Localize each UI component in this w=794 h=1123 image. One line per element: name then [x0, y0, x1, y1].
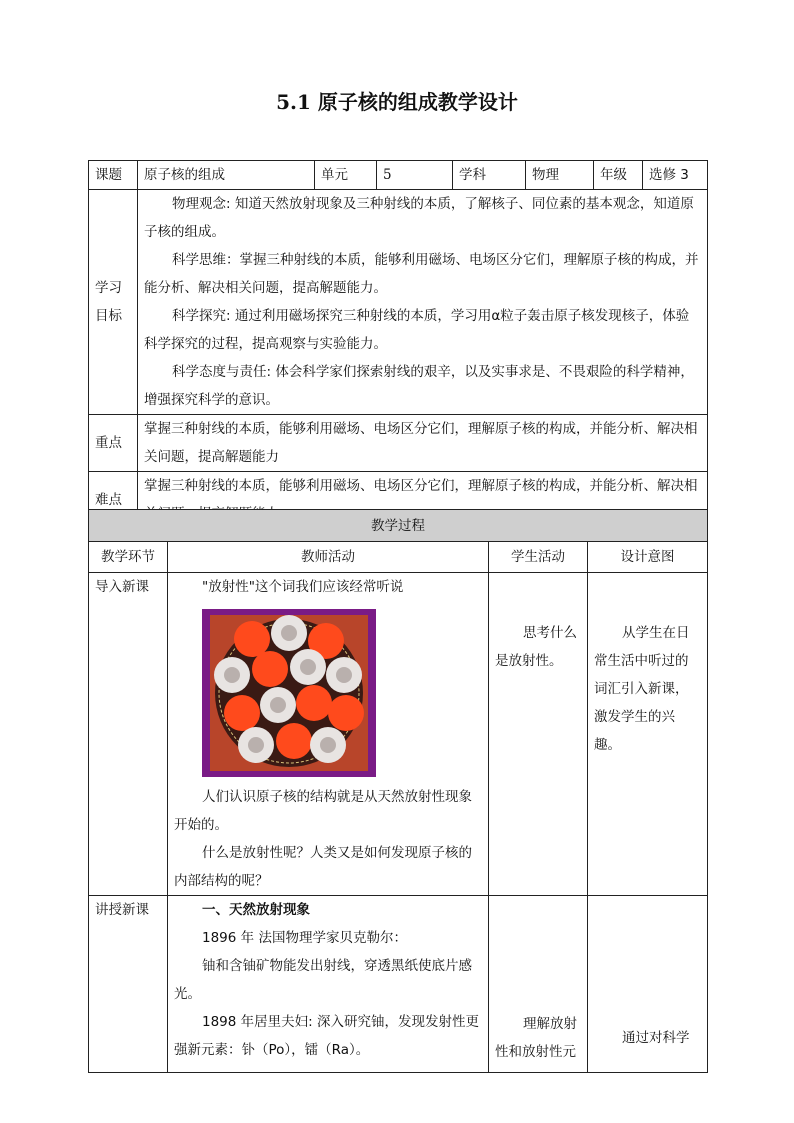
lesson-line: 1898 年居里夫妇: 深入研究铀，发现发射性更强新元素：钋（Po），镭（Ra）。 — [174, 1014, 479, 1058]
lesson-info-table — [88, 160, 708, 529]
new-lesson-design-intent: 通过对科学 — [588, 896, 708, 1073]
new-lesson-teacher-activity — [168, 896, 489, 1073]
column-header: 教学环节 — [89, 542, 168, 573]
objectives-label: 学习 目标 — [89, 190, 138, 415]
lesson-line: 1896 年 法国物理学家贝克勒尔： — [202, 930, 407, 946]
column-header: 设计意图 — [588, 542, 708, 573]
difficult-points-text: 掌握三种射线的本质，能够利用磁场、电场区分它们，理解原子核的构成，并能分析、解决相 — [138, 472, 708, 529]
objective-item: 科学探究: 通过利用磁场探究三种射线的本质，学习用α粒子轰击原子核发现核子，体验科学探究的过程，提高观察与实验能力。 — [144, 308, 690, 352]
column-header: 教师活动 — [168, 542, 489, 573]
new-lesson-stage: 讲授新课 — [89, 896, 168, 1073]
new-lesson-student-activity: 理解放射性和放射性元 — [489, 896, 588, 1073]
intro-stage: 导入新课 — [89, 573, 168, 896]
intro-paragraph: 人们认识原子核的结构就是从天然放射性现象开始的。 — [174, 789, 472, 833]
teaching-process-table — [88, 509, 708, 1073]
difficult-points-label: 难点 — [89, 472, 138, 529]
objectives-content — [138, 190, 708, 415]
unit-label: 单元 — [315, 161, 377, 190]
topic-label: 课题 — [89, 161, 138, 190]
grade-label: 年级 — [594, 161, 643, 190]
objective-item: 科学思维：掌握三种射线的本质，能够利用磁场、电场区分它们，理解原子核的构成，并能分析、解决相关问题，提高解题能力。 — [144, 252, 699, 296]
unit-value: 5 — [377, 161, 453, 190]
radioactive-discs-image — [202, 609, 376, 777]
intro-paragraph: 什么是放射性呢？人类又是如何发现原子核的内部结构的呢？ — [174, 845, 472, 889]
intro-design-intent: 从学生在日常生活中听过的词汇引入新课，激发学生的兴趣。 — [588, 573, 708, 896]
intro-student-activity: 思考什么是放射性。 — [489, 573, 588, 896]
key-points-text: 掌握三种射线的本质，能够利用磁场、电场区分它们，理解原子核的构成，并能分析、解决相关问题，提高解题能力 — [138, 415, 708, 472]
section-heading: 一、天然放射现象 — [202, 902, 310, 918]
key-points-label: 重点 — [89, 415, 138, 472]
column-header: 学生活动 — [489, 542, 588, 573]
subject-label: 学科 — [453, 161, 526, 190]
grade-value: 选修 3 — [643, 161, 708, 190]
process-header: 教学过程 — [89, 510, 708, 542]
objective-item: 物理观念: 知道天然放射现象及三种射线的本质，了解核子、同位素的基本观念，知道原子核的组成。 — [144, 196, 694, 240]
subject-value: 物理 — [526, 161, 594, 190]
intro-lead-text: "放射性"这个词我们应该经常听说 — [202, 579, 404, 595]
lesson-line: 铀和含铀矿物能发出射线，穿透黑纸使底片感光。 — [174, 958, 472, 1002]
intro-teacher-activity — [168, 573, 489, 896]
topic-value: 原子核的组成 — [138, 161, 315, 190]
objective-item: 科学态度与责任: 体会科学家们探索射线的艰辛，以及实事求是、不畏艰险的科学精神，增强探究科学的意识。 — [144, 364, 694, 408]
page-title: 5.1 原子核的组成教学设计 — [276, 90, 518, 114]
